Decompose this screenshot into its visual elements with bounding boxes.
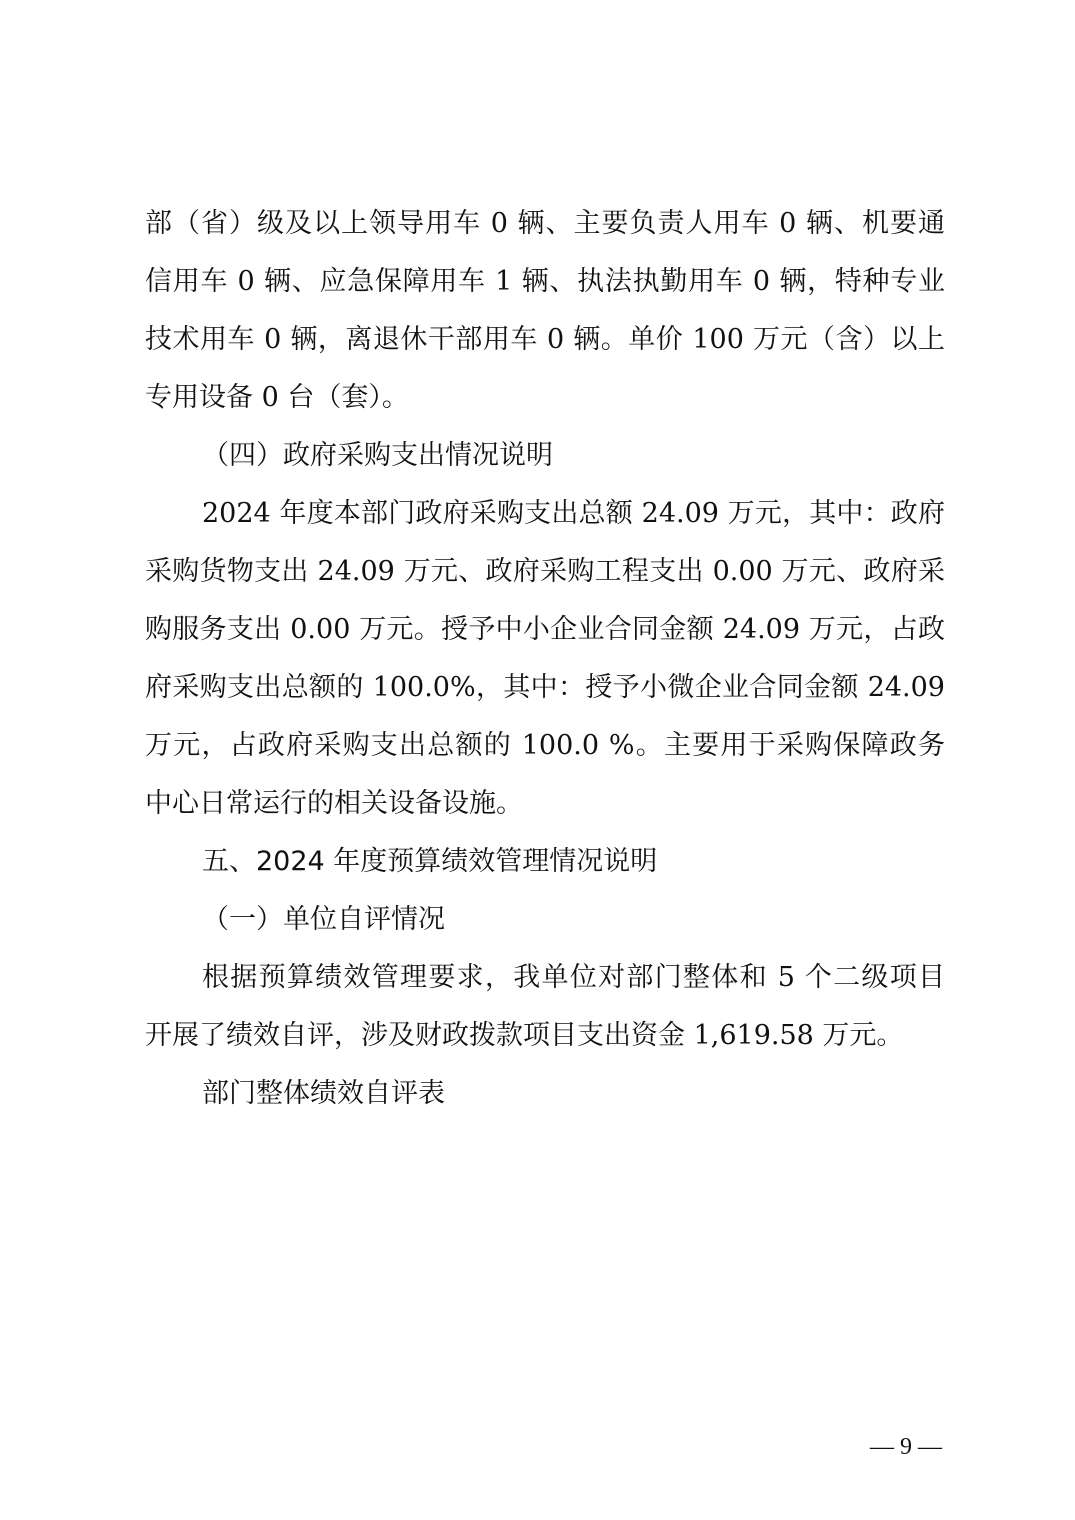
text-line: 府采购支出总额的 100.0%，其中：授予小微企业合同金额 24.09 bbox=[145, 672, 945, 703]
text-line: 专用设备 0 台（套）。 bbox=[145, 382, 409, 413]
text-line: 开展了绩效自评，涉及财政拨款项目支出资金 1,619.58 万元。 bbox=[145, 1020, 904, 1051]
text-line: 采购货物支出 24.09 万元、政府采购工程支出 0.00 万元、政府采 bbox=[145, 556, 945, 587]
text-line: 信用车 0 辆、应急保障用车 1 辆、执法执勤用车 0 辆，特种专业 bbox=[145, 266, 945, 297]
section-five-heading: 五、2024 年度预算绩效管理情况说明 bbox=[202, 846, 658, 877]
page-body bbox=[145, 195, 945, 1123]
paragraph-self-evaluation bbox=[145, 949, 945, 1065]
paragraph-vehicles bbox=[145, 195, 945, 427]
table-caption: 部门整体绩效自评表 bbox=[202, 1078, 445, 1109]
heading-gov-procurement: （四）政府采购支出情况说明 bbox=[202, 440, 553, 471]
text-line: 部（省）级及以上领导用车 0 辆、主要负责人用车 0 辆、机要通 bbox=[145, 208, 945, 239]
text-line: 购服务支出 0.00 万元。授予中小企业合同金额 24.09 万元，占政 bbox=[145, 614, 945, 645]
text-line: 2024 年度本部门政府采购支出总额 24.09 万元，其中：政府 bbox=[202, 498, 945, 529]
text-line: 万元，占政府采购支出总额的 100.0 %。主要用于采购保障政务 bbox=[145, 730, 945, 761]
text-line: 技术用车 0 辆，离退休干部用车 0 辆。单价 100 万元（含）以上 bbox=[145, 324, 945, 355]
text-line: 根据预算绩效管理要求，我单位对部门整体和 5 个二级项目 bbox=[202, 962, 945, 993]
subheading-self-evaluation: （一）单位自评情况 bbox=[202, 904, 445, 935]
text-line: 中心日常运行的相关设备设施。 bbox=[145, 788, 523, 819]
paragraph-procurement bbox=[145, 485, 945, 833]
page-number: — 9 — bbox=[870, 1434, 942, 1460]
